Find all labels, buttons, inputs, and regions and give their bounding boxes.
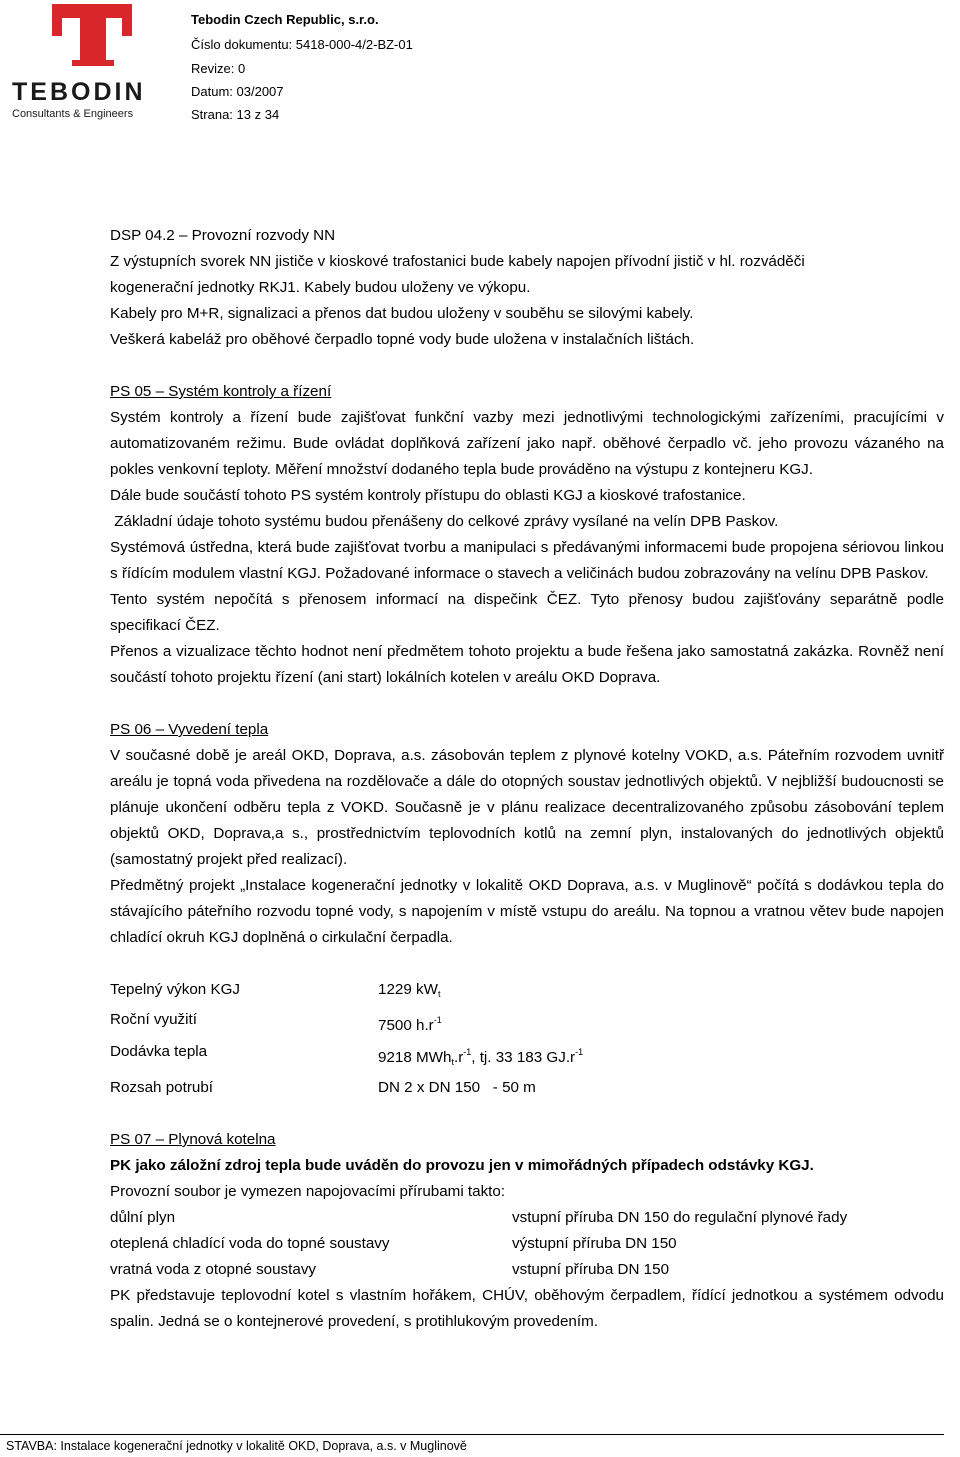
ps06-paragraph: Předmětný projekt „Instalace kogenerační jednotky v lokalitě OKD Doprava, a.s. v Muglinově“ počítá s dodávkou tepla do stávajícího páteřního rozvodu topné vody, s napojením v místě vstupu do areálu. Na topnou a vratnou větev bude napojen chladící okruh KGJ doplněná o cirkulační čerpadla.	[110, 877, 944, 946]
param-label: Rozsah potrubí	[110, 1079, 213, 1096]
param-label: Tepelný výkon KGJ	[110, 981, 240, 998]
param-value: 7500 $h.r^{-1}$	[378, 1015, 442, 1034]
param-row	[110, 1075, 944, 1101]
date: Datum: 03/2007	[191, 84, 284, 99]
revision: Revize: 0	[191, 61, 246, 76]
company-name: Tebodin Czech Republic, s.r.o.	[191, 12, 379, 27]
connection-medium: vratná voda z otopné soustavy	[110, 1261, 317, 1278]
ps07-heading: PS 07 – Plynová kotelna	[110, 1131, 276, 1148]
connection-row	[110, 1205, 944, 1231]
footer-divider	[0, 1434, 944, 1435]
dsp-line: Kabely pro M+R, signalizaci a přenos dat budou uloženy v souběhu se silovými kabely.	[110, 305, 694, 322]
dsp-line: kogenerační jednotky RKJ1. Kabely budou uloženy ve výkopu.	[110, 279, 531, 296]
ps05-paragraph: Systém kontroly a řízení bude zajišťovat funkční vazby mezi jednotlivými technologickými zařízeními, pracujícími v automatizovaném režimu. Bude ovládat doplňková zařízení jako např. oběhové čerpadlo vč. jeho provozu vázaného na pokles venkovní teploty. Měření množství dodaného tepla bude prováděno na výstupu z kontejneru KGJ.	[110, 409, 944, 478]
document-body	[110, 223, 944, 1335]
ps05-paragraph: Základní údaje tohoto systému budou přenášeny do celkové zprávy vysílané na velín DPB Paskov.	[110, 513, 779, 530]
dsp-line: Veškerá kabeláž pro oběhové čerpadlo topné vody bude uložena v instalačních lištách.	[110, 331, 695, 348]
logo-wordmark: TEBODIN	[12, 78, 146, 106]
connection-medium: oteplená chladící voda do topné soustavy	[110, 1235, 390, 1252]
param-value: 9218 $MWh_t.r^{-1}$, tj. 33 183 $GJ.r^{-1}$	[378, 1047, 584, 1067]
connection-flange: vstupní příruba DN 150 do regulační plynové řady	[512, 1209, 848, 1226]
dsp-line: Z výstupních svorek NN jističe v kioskové trafostanici bude kabely napojen přívodní jistič v hl. rozváděči	[110, 253, 805, 270]
ps05-paragraph: Dále bude součástí tohoto PS systém kontroly přístupu do oblasti KGJ a kioskové trafostanice.	[110, 487, 746, 504]
logo-tagline: Consultants & Engineers	[12, 108, 134, 120]
ps07-intro: Provozní soubor je vymezen napojovacími přírubami takto:	[110, 1183, 506, 1200]
ps05-paragraph: Tento systém nepočítá s přenosem informací na dispečink ČEZ. Tyto přenosy budou zajišťovány separátně podle specifikací ČEZ.	[110, 591, 944, 634]
ps05-paragraph: Přenos a vizualizace těchto hodnot není předmětem tohoto projektu a bude řešena jako samostatná zakázka. Rovněž není součástí tohoto projektu řízení (ani start) lokálních kotelen v areálu OKD Doprava.	[110, 643, 944, 686]
connection-row	[110, 1257, 944, 1283]
ps05-heading: PS 05 – Systém kontroly a řízení	[110, 383, 332, 400]
param-row	[110, 1007, 944, 1039]
connection-row	[110, 1231, 944, 1257]
dsp-heading: DSP 04.2 – Provozní rozvody NN	[110, 227, 336, 244]
param-label: Dodávka tepla	[110, 1043, 208, 1060]
param-row	[110, 1039, 944, 1075]
ps05-paragraph: Systémová ústředna, která bude zajišťovat tvorbu a manipulaci s předávanými informacemi bude propojena sériovou linkou s řídícím modulem vlastní KGJ. Požadované informace o stavech a veličinách budou zobrazovány na velínu DPB Paskov.	[110, 539, 944, 582]
ps07-closing: PK představuje teplovodní kotel s vlastním hořákem, CHÚV, oběhovým čerpadlem, řídící jednotkou a systémem odvodu spalin. Jedná se o kontejnerové provedení, s protihlukovým provedením.	[110, 1287, 944, 1330]
ps06-heading: PS 06 – Vyvedení tepla	[110, 721, 269, 738]
ps07-bold-line: PK jako záložní zdroj tepla bude uváděn do provozu jen v mimořádných případech odstávky KGJ.	[110, 1157, 814, 1174]
connection-flange: výstupní příruba DN 150	[512, 1235, 677, 1252]
param-row	[110, 977, 944, 1007]
page-number: Strana: 13 z 34	[191, 107, 280, 122]
footer-text: STAVBA: Instalace kogenerační jednotky v lokalitě OKD, Doprava, a.s. v Muglinově	[6, 1439, 467, 1453]
document-number: Číslo dokumentu: 5418-000-4/2-BZ-01	[191, 37, 413, 52]
param-label: Roční využití	[110, 1011, 197, 1028]
connection-flange: vstupní příruba DN 150	[512, 1261, 670, 1278]
ps06-paragraph: V současné době je areál OKD, Doprava, a.s. zásobován teplem z plynové kotelny VOKD, a.s. Páteřním rozvodem uvnitř areálu je topná voda přivedena na rozdělovače a dále do otopných soustav jednotlivých objektů. V nejbližší budoucnosti se plánuje ukončení odběru tepla z VOKD. Současně je v plánu realizace decentralizovaného způsobu zásobování teplem objektů OKD, Doprava,a s., prostřednictvím teplovodních kotlů na zemní plyn, instalovaných do jednotlivých objektů (samostatný projekt před realizací).	[110, 747, 944, 868]
connection-medium: důlní plyn	[110, 1209, 176, 1226]
param-value: DN 2 x DN 150 - 50 m	[378, 1079, 536, 1096]
param-value: 1229 $kW_t$	[378, 981, 441, 999]
